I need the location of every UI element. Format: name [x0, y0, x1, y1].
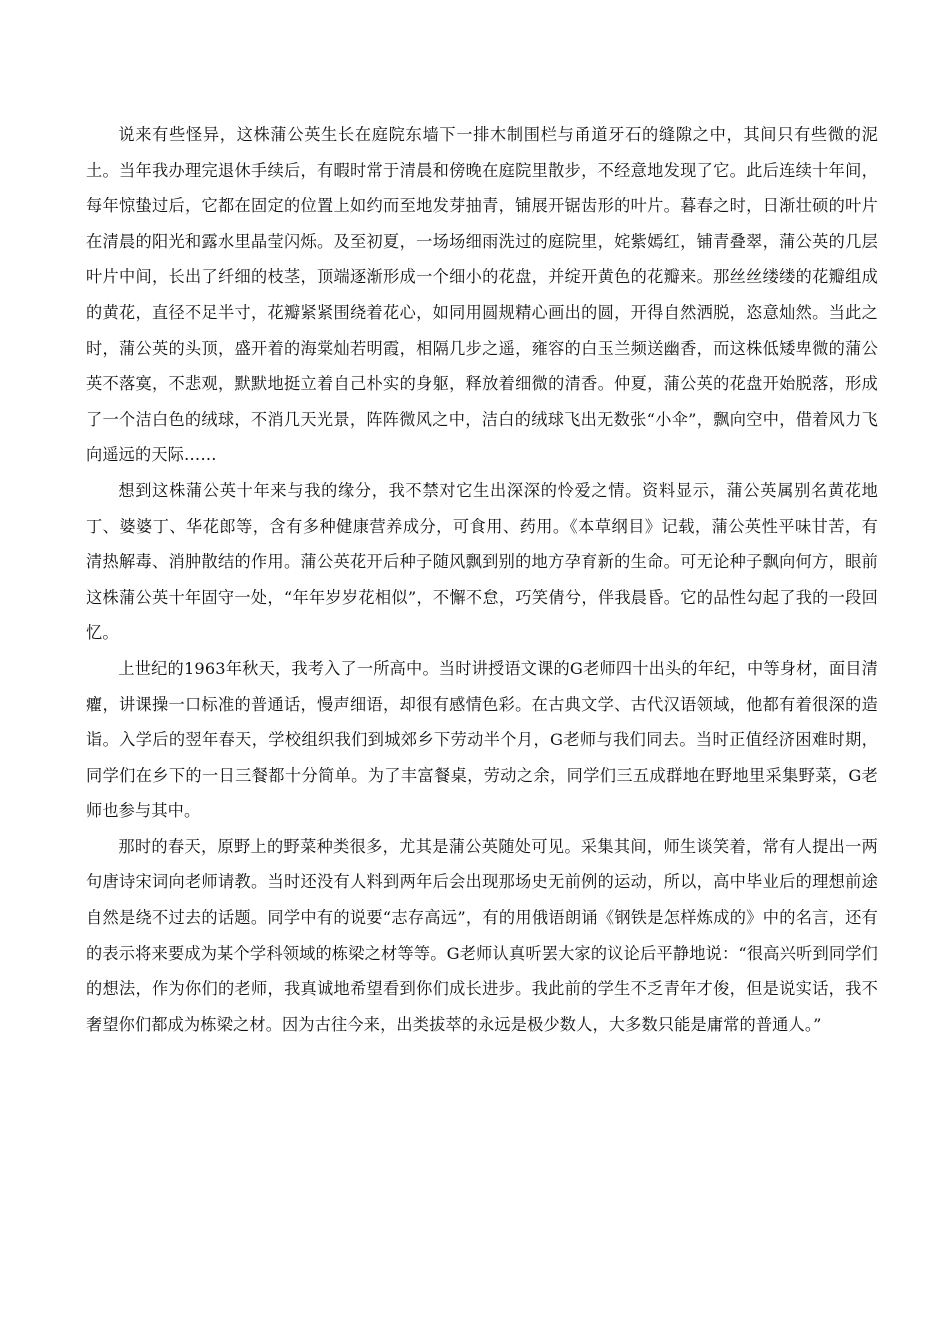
paragraph-4: 那时的春天，原野上的野菜种类很多，尤其是蒲公英随处可见。采集其间，师生谈笑着，常有人提出一两句唐诗宋词向老师请教。当时还没有人料到两年后会出现那场史无前例的运动，所以，高中毕业后的理想前途自然是绕不过去的话题。同学中有的说要“志存高远”，有的用俄语朗诵《钢铁是怎样炼成的》中的名言，还有的表示将来要成为某个学科领域的栋梁之材等等。G老师认真听罢大家的议论后平静地说：“很高兴听到同学们的想法，作为你们的老师，我真诚地希望看到你们成长进步。我此前的学生不乏青年才俊，但是说实话，我不奢望你们都成为栋梁之材。因为古往今来，出类拔萃的永远是极少数人，大多数只能是庸常的普通人。”: [86, 836, 878, 1034]
paragraph-3: 上世纪的1963年秋天，我考入了一所高中。当时讲授语文课的G老师四十出头的年纪，中等身材，面目清癯，讲课操一口标准的普通话，慢声细语，却很有感情色彩。在古典文学、古代汉语领域，他都有着很深的造诣。入学后的翌年春天，学校组织我们到城郊乡下劳动半个月，G老师与我们同去。当时正值经济困难时期，同学们在乡下的一日三餐都十分简单。为了丰富餐桌，劳动之余，同学们三五成群地在野地里采集野菜，G老师也参与其中。: [86, 658, 878, 821]
paragraph-1: 说来有些怪异，这株蒲公英生长在庭院东墙下一排木制围栏与甬道牙石的缝隙之中，其间只有些微的泥土。当年我办理完退休手续后，有暇时常于清晨和傍晚在庭院里散步，不经意地发现了它。此后连续十年间，每年惊蛰过后，它都在固定的位置上如约而至地发芽抽青，铺展开锯齿形的叶片。暮春之时，日渐壮硕的叶片在清晨的阳光和露水里晶莹闪烁。及至初夏，一场场细雨洗过的庭院里，姹紫嫣红，铺青叠翠，蒲公英的几层叶片中间，长出了纤细的枝茎，顶端逐渐形成一个细小的花盘，并绽开黄色的花瓣来。那丝丝缕缕的花瓣组成的黄花，直径不足半寸，花瓣紧紧围绕着花心，如同用圆规精心画出的圆，开得自然洒脱，恣意灿然。当此之时，蒲公英的头顶，盛开着的海棠灿若明霞，相隔几步之遥，雍容的白玉兰频送幽香，而这株低矮卑微的蒲公英不落寞，不悲观，默默地挺立着自己朴实的身躯，释放着细微的清香。仲夏，蒲公英的花盘开始脱落，形成了一个洁白色的绒球，不消几天光景，阵阵微风之中，洁白的绒球飞出无数张“小伞”，飘向空中，借着风力飞向遥远的天际……: [86, 125, 878, 465]
paragraph-2: 想到这株蒲公英十年来与我的缘分，我不禁对它生出深深的怜爱之情。资料显示，蒲公英属别名黄花地丁、婆婆丁、华花郎等，含有多种健康营养成分，可食用、药用。《本草纲目》记载，蒲公英性平味甘苦，有清热解毒、消肿散结的作用。蒲公英花开后种子随风飘到别的地方孕育新的生命。可无论种子飘向何方，眼前这株蒲公英十年固守一处，“年年岁岁花相似”，不懈不怠，巧笑倩兮，伴我晨昏。它的品性勾起了我的一段回忆。: [86, 480, 878, 643]
document-body: [86, 117, 878, 1042]
